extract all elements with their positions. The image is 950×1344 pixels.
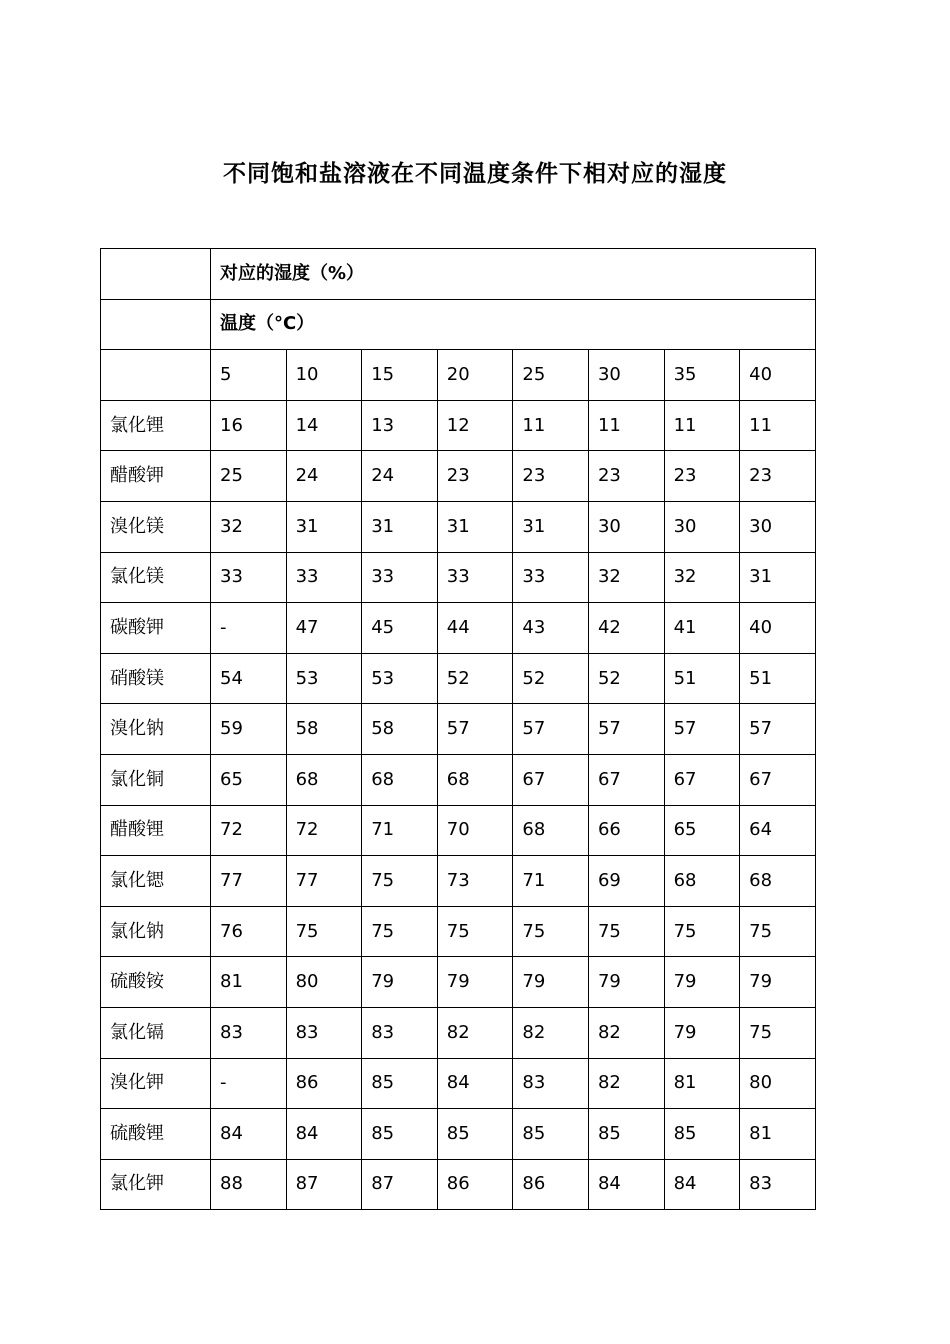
humidity-value-cell: 75 bbox=[664, 906, 740, 957]
salt-name-cell: 碳酸钾 bbox=[101, 603, 211, 654]
humidity-value-cell: 54 bbox=[211, 653, 287, 704]
humidity-value-cell: 85 bbox=[362, 1109, 438, 1160]
table-row bbox=[101, 451, 816, 502]
humidity-value-cell: 33 bbox=[286, 552, 362, 603]
humidity-value-cell: 68 bbox=[513, 805, 589, 856]
humidity-value-cell: 75 bbox=[362, 906, 438, 957]
humidity-value-cell: 57 bbox=[437, 704, 513, 755]
humidity-value-cell: 58 bbox=[362, 704, 438, 755]
humidity-value-cell: 68 bbox=[286, 754, 362, 805]
humidity-value-cell: 79 bbox=[664, 1007, 740, 1058]
salt-name-cell: 氯化铜 bbox=[101, 754, 211, 805]
humidity-value-cell: 64 bbox=[740, 805, 816, 856]
table-row bbox=[101, 400, 816, 451]
humidity-value-cell: 11 bbox=[588, 400, 664, 451]
humidity-value-cell: 83 bbox=[362, 1007, 438, 1058]
temperature-cell: 10 bbox=[286, 350, 362, 401]
temperature-cell: 5 bbox=[211, 350, 287, 401]
header-row-temperature bbox=[101, 299, 816, 350]
humidity-value-cell: 75 bbox=[286, 906, 362, 957]
humidity-value-cell: 83 bbox=[286, 1007, 362, 1058]
humidity-value-cell: 71 bbox=[362, 805, 438, 856]
humidity-value-cell: 79 bbox=[362, 957, 438, 1008]
humidity-value-cell: 69 bbox=[588, 856, 664, 907]
humidity-value-cell: 23 bbox=[740, 451, 816, 502]
salt-name-cell: 醋酸钾 bbox=[101, 451, 211, 502]
table-row bbox=[101, 1159, 816, 1210]
temperature-cell: 20 bbox=[437, 350, 513, 401]
humidity-value-cell: 86 bbox=[437, 1159, 513, 1210]
humidity-value-cell: 68 bbox=[740, 856, 816, 907]
humidity-value-cell: 67 bbox=[664, 754, 740, 805]
salt-name-cell: 氯化镁 bbox=[101, 552, 211, 603]
humidity-value-cell: 30 bbox=[740, 501, 816, 552]
humidity-value-cell: 72 bbox=[211, 805, 287, 856]
humidity-header: 对应的湿度（%） bbox=[211, 249, 816, 300]
humidity-value-cell: 67 bbox=[740, 754, 816, 805]
humidity-value-cell: 43 bbox=[513, 603, 589, 654]
page-title: 不同饱和盐溶液在不同温度条件下相对应的湿度 bbox=[223, 160, 727, 187]
humidity-value-cell: 16 bbox=[211, 400, 287, 451]
humidity-value-cell: 33 bbox=[211, 552, 287, 603]
humidity-value-cell: 85 bbox=[513, 1109, 589, 1160]
humidity-value-cell: 76 bbox=[211, 906, 287, 957]
humidity-value-cell: 51 bbox=[740, 653, 816, 704]
humidity-value-cell: 33 bbox=[362, 552, 438, 603]
temperature-cell: 25 bbox=[513, 350, 589, 401]
table-row bbox=[101, 754, 816, 805]
humidity-value-cell: 85 bbox=[664, 1109, 740, 1160]
humidity-value-cell: 25 bbox=[211, 451, 287, 502]
salt-name-cell: 醋酸锂 bbox=[101, 805, 211, 856]
salt-name-cell: 氯化锂 bbox=[101, 400, 211, 451]
humidity-value-cell: 33 bbox=[513, 552, 589, 603]
humidity-value-cell: 33 bbox=[437, 552, 513, 603]
humidity-value-cell: 44 bbox=[437, 603, 513, 654]
salt-name-cell: 氯化镉 bbox=[101, 1007, 211, 1058]
humidity-value-cell: 11 bbox=[740, 400, 816, 451]
humidity-value-cell: 42 bbox=[588, 603, 664, 654]
table-row bbox=[101, 704, 816, 755]
salt-name-cell: 硫酸锂 bbox=[101, 1109, 211, 1160]
humidity-value-cell: 59 bbox=[211, 704, 287, 755]
humidity-value-cell: 53 bbox=[362, 653, 438, 704]
humidity-value-cell: 86 bbox=[286, 1058, 362, 1109]
humidity-value-cell: 53 bbox=[286, 653, 362, 704]
temperature-cell: 30 bbox=[588, 350, 664, 401]
humidity-value-cell: 65 bbox=[664, 805, 740, 856]
humidity-value-cell: 75 bbox=[513, 906, 589, 957]
humidity-value-cell: 23 bbox=[513, 451, 589, 502]
humidity-value-cell: 82 bbox=[588, 1007, 664, 1058]
humidity-value-cell: 84 bbox=[286, 1109, 362, 1160]
humidity-value-cell: 12 bbox=[437, 400, 513, 451]
humidity-value-cell: 52 bbox=[588, 653, 664, 704]
humidity-value-cell: 84 bbox=[437, 1058, 513, 1109]
humidity-value-cell: 23 bbox=[664, 451, 740, 502]
humidity-value-cell: 30 bbox=[664, 501, 740, 552]
humidity-value-cell: 79 bbox=[437, 957, 513, 1008]
humidity-value-cell: 83 bbox=[211, 1007, 287, 1058]
humidity-value-cell: 70 bbox=[437, 805, 513, 856]
humidity-value-cell: 13 bbox=[362, 400, 438, 451]
humidity-value-cell: 45 bbox=[362, 603, 438, 654]
salt-name-cell: 硫酸铵 bbox=[101, 957, 211, 1008]
humidity-value-cell: 81 bbox=[664, 1058, 740, 1109]
table-row bbox=[101, 906, 816, 957]
humidity-value-cell: 82 bbox=[437, 1007, 513, 1058]
humidity-value-cell: 87 bbox=[286, 1159, 362, 1210]
salt-name-cell: 氯化钾 bbox=[101, 1159, 211, 1210]
humidity-value-cell: 30 bbox=[588, 501, 664, 552]
humidity-value-cell: 82 bbox=[588, 1058, 664, 1109]
humidity-value-cell: 57 bbox=[664, 704, 740, 755]
humidity-value-cell: 31 bbox=[437, 501, 513, 552]
humidity-value-cell: 68 bbox=[664, 856, 740, 907]
humidity-value-cell: 32 bbox=[664, 552, 740, 603]
table-row bbox=[101, 856, 816, 907]
humidity-value-cell: 75 bbox=[588, 906, 664, 957]
temperature-cell: 40 bbox=[740, 350, 816, 401]
humidity-value-cell: 79 bbox=[588, 957, 664, 1008]
table-row bbox=[101, 501, 816, 552]
humidity-value-cell: 41 bbox=[664, 603, 740, 654]
humidity-value-cell: 14 bbox=[286, 400, 362, 451]
humidity-value-cell: 32 bbox=[211, 501, 287, 552]
table-row bbox=[101, 603, 816, 654]
corner-cell bbox=[101, 249, 211, 300]
temperature-header: 温度（°C） bbox=[211, 299, 816, 350]
humidity-table bbox=[100, 248, 816, 1210]
humidity-value-cell: 75 bbox=[437, 906, 513, 957]
temperature-cell: 35 bbox=[664, 350, 740, 401]
humidity-value-cell: 75 bbox=[740, 1007, 816, 1058]
salt-name-cell: 溴化镁 bbox=[101, 501, 211, 552]
table-row bbox=[101, 957, 816, 1008]
humidity-value-cell: 31 bbox=[740, 552, 816, 603]
table-row bbox=[101, 1109, 816, 1160]
humidity-value-cell: 31 bbox=[513, 501, 589, 552]
humidity-value-cell: 84 bbox=[211, 1109, 287, 1160]
humidity-value-cell: 71 bbox=[513, 856, 589, 907]
humidity-value-cell: 83 bbox=[740, 1159, 816, 1210]
humidity-value-cell: 83 bbox=[513, 1058, 589, 1109]
humidity-value-cell: 86 bbox=[513, 1159, 589, 1210]
humidity-value-cell: - bbox=[211, 1058, 287, 1109]
humidity-value-cell: 79 bbox=[664, 957, 740, 1008]
temperature-cell: 15 bbox=[362, 350, 438, 401]
humidity-value-cell: 58 bbox=[286, 704, 362, 755]
humidity-value-cell: 32 bbox=[588, 552, 664, 603]
salt-name-cell: 氯化钠 bbox=[101, 906, 211, 957]
humidity-value-cell: 73 bbox=[437, 856, 513, 907]
humidity-value-cell: 85 bbox=[362, 1058, 438, 1109]
table-row bbox=[101, 653, 816, 704]
humidity-value-cell: 57 bbox=[740, 704, 816, 755]
humidity-value-cell: 80 bbox=[740, 1058, 816, 1109]
humidity-value-cell: 84 bbox=[664, 1159, 740, 1210]
humidity-value-cell: 84 bbox=[588, 1159, 664, 1210]
humidity-value-cell: 88 bbox=[211, 1159, 287, 1210]
humidity-value-cell: 82 bbox=[513, 1007, 589, 1058]
humidity-value-cell: 57 bbox=[588, 704, 664, 755]
humidity-value-cell: 67 bbox=[588, 754, 664, 805]
table-row bbox=[101, 552, 816, 603]
salt-name-cell: 硝酸镁 bbox=[101, 653, 211, 704]
humidity-value-cell: 79 bbox=[513, 957, 589, 1008]
humidity-value-cell: 81 bbox=[740, 1109, 816, 1160]
salt-name-cell: 氯化锶 bbox=[101, 856, 211, 907]
humidity-value-cell: 23 bbox=[588, 451, 664, 502]
humidity-value-cell: 80 bbox=[286, 957, 362, 1008]
humidity-value-cell: 11 bbox=[513, 400, 589, 451]
humidity-value-cell: 68 bbox=[437, 754, 513, 805]
humidity-value-cell: 79 bbox=[740, 957, 816, 1008]
salt-name-cell: 溴化钠 bbox=[101, 704, 211, 755]
temperature-values-row bbox=[101, 350, 816, 401]
humidity-value-cell: 52 bbox=[437, 653, 513, 704]
header-row-humidity bbox=[101, 249, 816, 300]
humidity-value-cell: 51 bbox=[664, 653, 740, 704]
humidity-value-cell: 24 bbox=[286, 451, 362, 502]
humidity-value-cell: 67 bbox=[513, 754, 589, 805]
humidity-value-cell: 23 bbox=[437, 451, 513, 502]
humidity-value-cell: 77 bbox=[211, 856, 287, 907]
humidity-value-cell: 85 bbox=[437, 1109, 513, 1160]
humidity-value-cell: 52 bbox=[513, 653, 589, 704]
corner-cell bbox=[101, 350, 211, 401]
humidity-value-cell: - bbox=[211, 603, 287, 654]
salt-name-cell: 溴化钾 bbox=[101, 1058, 211, 1109]
humidity-value-cell: 68 bbox=[362, 754, 438, 805]
humidity-value-cell: 75 bbox=[740, 906, 816, 957]
corner-cell bbox=[101, 299, 211, 350]
humidity-value-cell: 75 bbox=[362, 856, 438, 907]
humidity-value-cell: 11 bbox=[664, 400, 740, 451]
humidity-value-cell: 65 bbox=[211, 754, 287, 805]
humidity-value-cell: 81 bbox=[211, 957, 287, 1008]
humidity-value-cell: 72 bbox=[286, 805, 362, 856]
table-row bbox=[101, 1007, 816, 1058]
table-row bbox=[101, 805, 816, 856]
humidity-value-cell: 24 bbox=[362, 451, 438, 502]
humidity-value-cell: 31 bbox=[362, 501, 438, 552]
humidity-value-cell: 47 bbox=[286, 603, 362, 654]
table-row bbox=[101, 1058, 816, 1109]
humidity-value-cell: 85 bbox=[588, 1109, 664, 1160]
humidity-value-cell: 57 bbox=[513, 704, 589, 755]
humidity-value-cell: 40 bbox=[740, 603, 816, 654]
humidity-value-cell: 66 bbox=[588, 805, 664, 856]
humidity-value-cell: 77 bbox=[286, 856, 362, 907]
humidity-value-cell: 87 bbox=[362, 1159, 438, 1210]
humidity-value-cell: 31 bbox=[286, 501, 362, 552]
